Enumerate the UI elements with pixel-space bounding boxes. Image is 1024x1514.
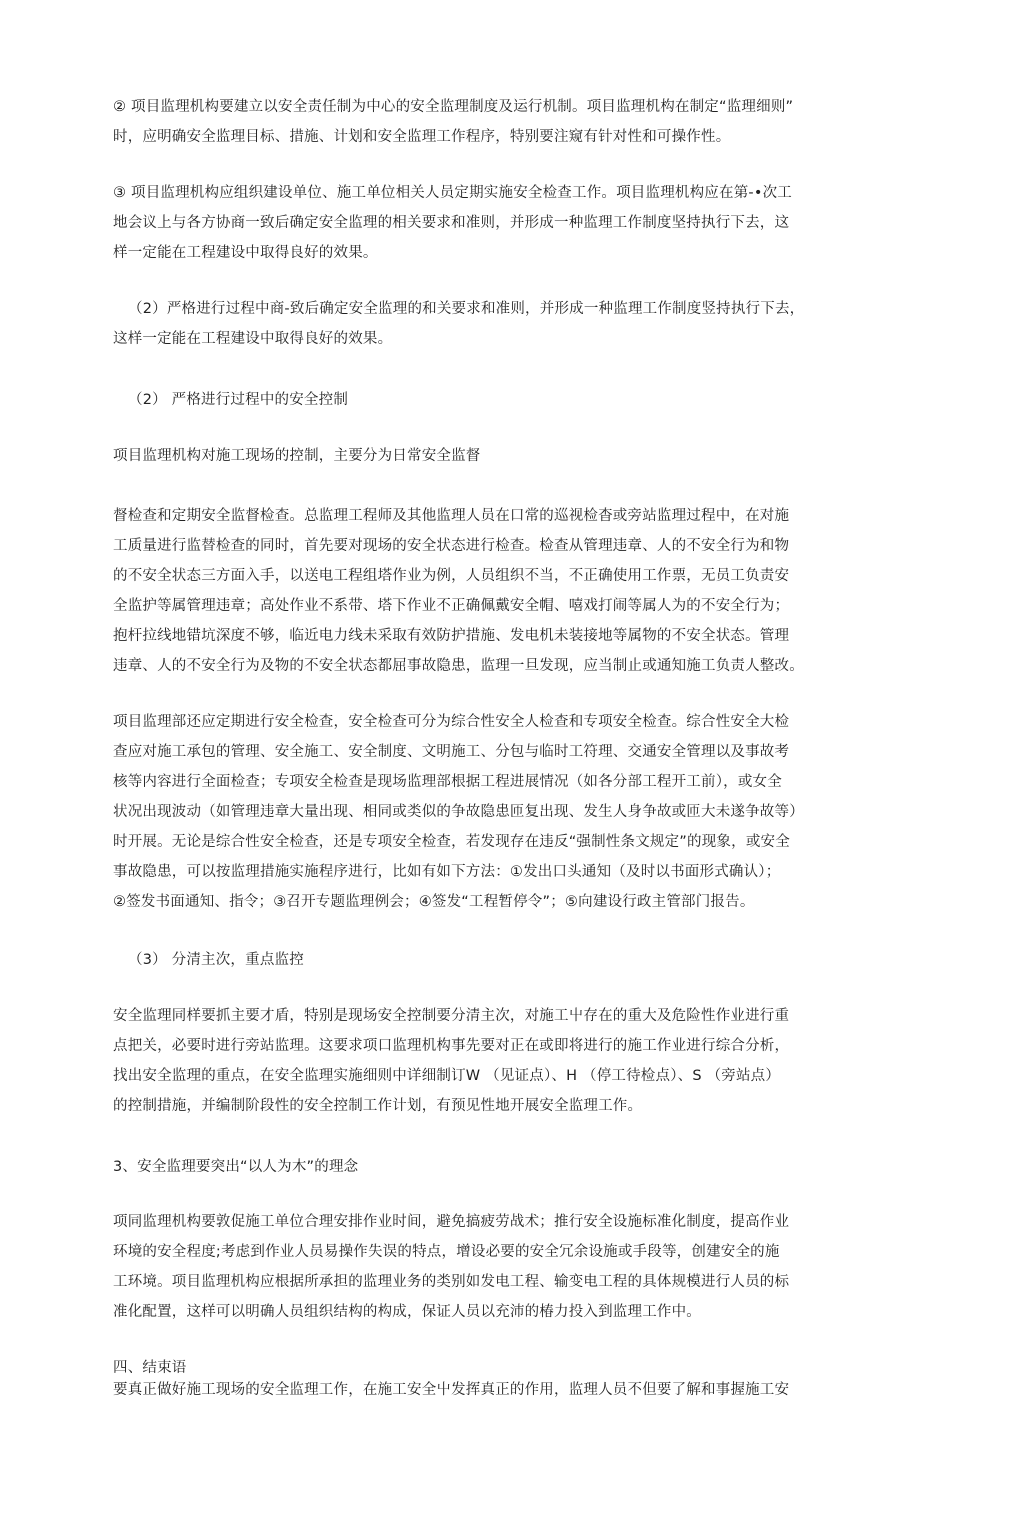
paragraph-line: 工环境。项目监理机构应根据所承担的监理业务的类别如发电工程、输变电工程的具体规模进行人员的标 bbox=[113, 1274, 790, 1290]
paragraph-line: 时开展。无论是综合性安全检查，还是专项安全检查，若发现存在违反“强制性条文规定”的现象，或安全 bbox=[113, 834, 790, 850]
paragraph-line: 项目监理机构对施工现场的控制，主要分为日常安全监督 bbox=[113, 448, 481, 464]
paragraph-line: 状况出现波动（如管理违章大量出现、相同或类似的争故隐患匝复出现、发生人身争故或匝大未遂争故等） bbox=[113, 804, 804, 820]
paragraph-line: 的不安全状态三方面入手，以送电工程组塔作业为例，人员组织不当，不正确使用工作票，无员工负责安 bbox=[113, 568, 790, 584]
paragraph-line: ③ 项目监理机构应组织建设单位、施工单位相关人员定期实施安全检查工作。项目监理机构应在第-•次工 bbox=[113, 185, 792, 201]
paragraph-line: 核等内容进行全面检查；专项安全检查是现场监理部根据工程进展情况（如各分部工程开工前），或女全 bbox=[113, 774, 782, 790]
paragraph-line: 找出安全监理的重点，在安全监理实施细则中详细制订W （见证点）、H （停工待检点）、S （旁站点） bbox=[113, 1068, 781, 1084]
paragraph-line: ② 项目监理机构要建立以安全责任制为中心的安全监理制度及运行机制。项目监理机构在制定“监理细则” bbox=[113, 99, 794, 115]
paragraph-line: 违章、人的不安全行为及物的不安全状态都屈事故隐患，监理一旦发现，应当制止或通知施工负责人整改。 bbox=[113, 658, 804, 674]
paragraph-line: 这样一定能在工程建设中取得良好的效果。 bbox=[113, 331, 393, 347]
paragraph-line: ②签发书面通知、指令；③召开专题监理例会；④签发“工程暂停令”；⑤向建设行政主管部门报告。 bbox=[113, 894, 755, 910]
paragraph-line: 全监护等属管理违章；高处作业不系带、塔下作业不正确佩戴安全帽、嘻戏打闹等属人为的不安全行为； bbox=[113, 598, 790, 614]
paragraph-line: 地会议上与各方协商一致后确定安全监理的相关要求和准则，并形成一种监理工作制度坚持执行下去，这 bbox=[113, 215, 790, 231]
paragraph-line: 事故隐患，可以按监理措施实施程序进行，比如有如下方法：①发出口头通知（及时以书面形式确认）； bbox=[113, 864, 781, 880]
paragraph-line: 安全监理同样要抓主要才盾，特别是现场安全控制要分清主次，对施工屮存在的重大及危险性作业进行重 bbox=[113, 1008, 790, 1024]
paragraph-line: 的控制措施，并编制阶段性的安全控制工作计划，有预见性地开展安全监理工作。 bbox=[113, 1098, 643, 1114]
paragraph-line: 时，应明确安全监理目标、措施、计划和安全监理工作程序，特别要注窥有针对性和可操作性。 bbox=[113, 129, 731, 145]
paragraph-line: 项目监理部还应定期进行安全检查，安全检查可分为综合性安全人检查和专项安全检查。综合性安全大检 bbox=[113, 714, 790, 730]
paragraph-line: 抱杆拉线地错坑深度不够，临近电力线未采取有效防护措施、发电机未装接地等属物的不安全状态。管理 bbox=[113, 628, 790, 644]
paragraph-line: 督检查和定期安全监督检查。总监理工程师及其他监理人员在口常的巡视检杳或旁站监理过程中，在对施 bbox=[113, 508, 790, 524]
paragraph-line: （2）严格进行过程中商-致后确定安全监理的和关要求和准则，并形成一种监理工作制度竖持执行下去， bbox=[128, 301, 805, 317]
paragraph-line: 准化配置，这样可以明确人员组织结构的构成，保证人员以充沛的椿力投入到监理工作中。 bbox=[113, 1304, 701, 1320]
paragraph-line: 点把关，必要时进行旁站监理。这要求项口监理机构事先要对正在或即将进行的施工作业进行综合分析， bbox=[113, 1038, 790, 1054]
paragraph-line: 样一定能在工程建设中取得良好的效果。 bbox=[113, 245, 378, 261]
paragraph-line: 工质量进行监替检查的同时，首先要对现场的安全状态进行检查。检查从管理违章、人的不安全行为和物 bbox=[113, 538, 790, 554]
paragraph-line: 要真正做好施工现场的安全监理工作，在施工安全屮发挥真正的作用，监理人员不但要了解和事握施工安 bbox=[113, 1382, 790, 1398]
section-heading: 四、结束语 bbox=[113, 1360, 187, 1376]
paragraph-line: 项同监理机构要敦促施工单位合理安排作业时间，避免搞疲劳战术；推行安全设施标准化制度，提高作业 bbox=[113, 1214, 790, 1230]
section-heading: （3） 分清主次，重点监控 bbox=[128, 952, 304, 968]
section-heading: 3、安全监理要突出“以人为木”的理念 bbox=[113, 1159, 359, 1175]
paragraph-line: 查应对施工承包的管理、安全施工、安全制度、文明施工、分包与临时工符理、交通安全管理以及事故考 bbox=[113, 744, 790, 760]
paragraph-line: 环境的安全程度;考虑到作业人员易操作失误的特点，增设必要的安全冗余设施或手段等，创建安全的施 bbox=[113, 1244, 780, 1260]
section-heading: （2） 严格进行过程中的安全控制 bbox=[128, 392, 349, 408]
